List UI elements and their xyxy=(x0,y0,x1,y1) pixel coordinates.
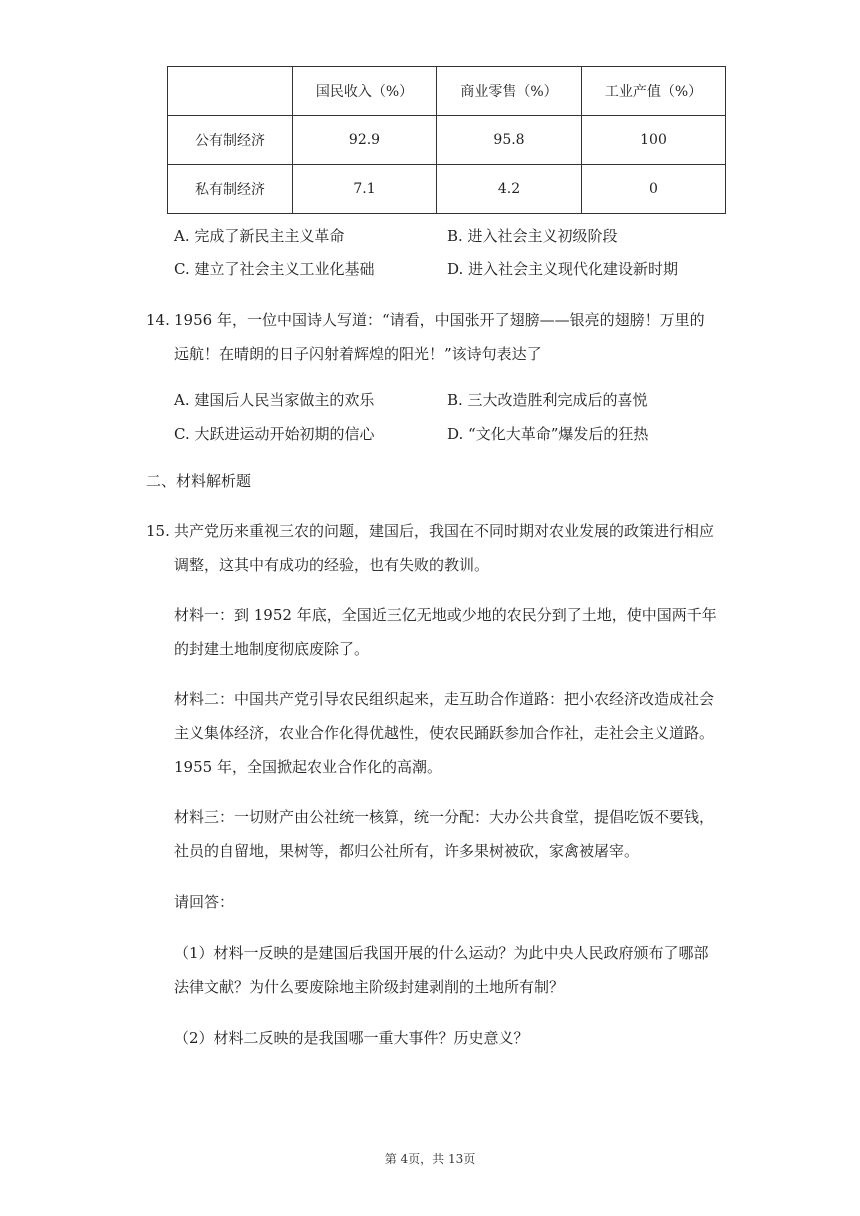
table-header-cell xyxy=(168,67,293,116)
q15-stem-line: 共产党历来重视三农的问题，建国后，我国在不同时期对农业发展的政策进行相应 xyxy=(174,522,715,540)
material-one-line: 材料一：到 1952 年底，全国近三亿无地或少地的农民分到了土地，使中国两千年 xyxy=(174,606,717,624)
table-cell: 7.1 xyxy=(293,165,437,214)
page-footer: 第 4页，共 13页 xyxy=(384,1152,476,1166)
material-three-line: 材料三：一切财产由公社统一核算，统一分配：大办公共食堂，提倡吃饭不要钱， xyxy=(174,808,715,826)
subquestion-2-line: （2）材料二反映的是我国哪一重大事件？历史意义？ xyxy=(174,1029,529,1047)
q14-option-c: C. 大跃进运动开始初期的信心 xyxy=(174,425,375,443)
table-cell: 4.2 xyxy=(437,165,582,214)
table-cell: 100 xyxy=(582,116,726,165)
answer-prompt: 请回答： xyxy=(174,893,235,911)
q13-option-c: C. 建立了社会主义工业化基础 xyxy=(174,260,375,278)
table-row xyxy=(168,165,726,214)
table-header-cell: 工业产值（%） xyxy=(582,67,726,116)
q14-stem-line: 1956 年，一位中国诗人写道：“请看，中国张开了翅膀——银亮的翅膀！万里的 xyxy=(174,311,705,329)
q15-stem-line: 调整，这其中有成功的经验，也有失败的教训。 xyxy=(174,556,490,574)
table-header-row xyxy=(168,67,726,116)
economy-share-table xyxy=(167,66,726,214)
q14-number: 14. xyxy=(146,311,170,329)
material-one-line: 的封建土地制度彻底废除了。 xyxy=(174,640,370,658)
table-cell: 私有制经济 xyxy=(168,165,293,214)
q14-option-d: D. “文化大革命”爆发后的狂热 xyxy=(447,425,649,443)
table-cell: 公有制经济 xyxy=(168,116,293,165)
q14-option-a: A. 建国后人民当家做主的欢乐 xyxy=(174,391,375,409)
table-cell: 0 xyxy=(582,165,726,214)
material-three-line: 社员的自留地，果树等，都归公社所有，许多果树被砍，家禽被屠宰。 xyxy=(174,842,640,860)
material-two-line: 材料二：中国共产党引导农民组织起来，走互助合作道路：把小农经济改造成社会 xyxy=(174,690,715,708)
table-header-cell: 国民收入（%） xyxy=(293,67,437,116)
subquestion-1-line: 法律文献？为什么要废除地主阶级封建剥削的土地所有制？ xyxy=(174,978,565,996)
q15-number: 15. xyxy=(146,522,170,540)
table-header-cell: 商业零售（%） xyxy=(437,67,582,116)
q13-option-d: D. 进入社会主义现代化建设新时期 xyxy=(447,260,679,278)
table-row xyxy=(168,116,726,165)
table-cell: 95.8 xyxy=(437,116,582,165)
table-cell: 92.9 xyxy=(293,116,437,165)
q13-option-a: A. 完成了新民主主义革命 xyxy=(174,227,345,245)
section-title: 二、材料解析题 xyxy=(146,472,252,490)
q14-stem-line: 远航！在晴朗的日子闪射着辉煌的阳光！”该诗句表达了 xyxy=(174,345,542,363)
q14-option-b: B. 三大改造胜利完成后的喜悦 xyxy=(447,391,648,409)
q13-option-b: B. 进入社会主义初级阶段 xyxy=(447,227,618,245)
subquestion-1-line: （1）材料一反映的是建国后我国开展的什么运动？为此中央人民政府颁布了哪部 xyxy=(174,944,709,962)
material-two-line: 主义集体经济，农业合作化得优越性，使农民踊跃参加合作社，走社会主义道路。 xyxy=(174,724,715,742)
material-two-line: 1955 年，全国掀起农业合作化的高潮。 xyxy=(174,758,442,776)
